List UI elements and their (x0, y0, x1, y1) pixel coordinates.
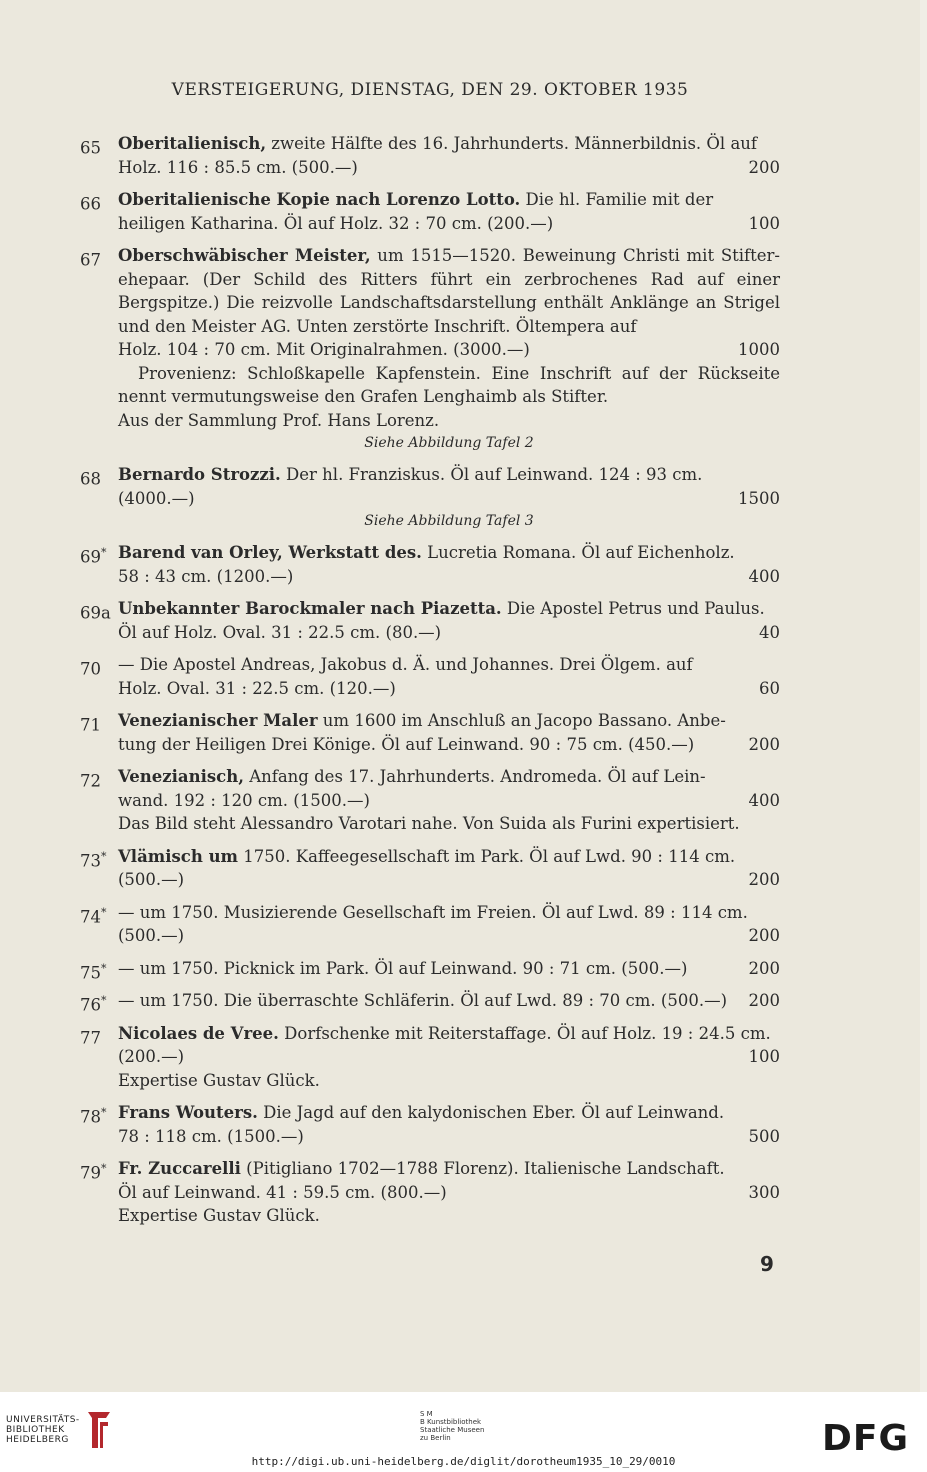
sm-logo-line: S M (420, 1410, 433, 1418)
lot-number (80, 765, 118, 793)
price-line (118, 957, 780, 981)
price: 500 (748, 1126, 780, 1146)
artist-name: Oberitalienisch, (118, 134, 267, 153)
page-number: 9 (760, 1252, 774, 1276)
description-text: um 1600 im Anschluß an Jacopo Bassano. Anbe- (317, 711, 726, 730)
plate-reference: Siehe Abbildung Tafel 2 (364, 435, 534, 451)
lot-number-text: 66 (80, 194, 101, 214)
artist-name: Bernardo Strozzi. (118, 465, 281, 484)
dimensions-estimate: Holz. Oval. 31 : 22.5 cm. (120.—) (118, 678, 396, 698)
artist-name: Nicolaes de Vree. (118, 1023, 279, 1043)
catalog-entry (80, 901, 780, 948)
uni-logo-line: UNIVERSITÄTS- (6, 1415, 80, 1425)
dimensions-estimate: (500.—) (118, 870, 185, 889)
price-line (118, 733, 780, 757)
sm-logo-line: B Kunstbibliothek (420, 1418, 482, 1426)
lot-star-mark: * (101, 1106, 107, 1119)
entry-description (118, 1101, 780, 1125)
lot-star-mark: * (101, 849, 107, 863)
catalog-entry (80, 989, 780, 1013)
lot-number (80, 1157, 118, 1185)
dimensions-estimate: Holz. 104 : 70 cm. Mit Originalrahmen. (3000.—) (118, 340, 530, 359)
dimensions-estimate: (200.—) (118, 1047, 185, 1066)
entry-description (118, 845, 780, 869)
price-line (118, 565, 780, 589)
description-text: Die Apostel Petrus und Paulus. (501, 599, 765, 618)
lot-number-text: 70 (80, 659, 101, 679)
price: 1000 (738, 340, 780, 359)
entry-body (80, 901, 780, 948)
catalog-entry (80, 463, 780, 532)
entry-body (80, 463, 780, 510)
lot-number-text: 79 (80, 1163, 101, 1183)
artist-name: Vlämisch um (118, 846, 239, 866)
dimensions-estimate: — um 1750. Picknick im Park. Öl auf Leinwand. 90 : 71 cm. (500.—) (118, 958, 688, 978)
price: 200 (748, 734, 780, 754)
artist-name: Venezianischer Maler (118, 711, 318, 730)
lot-number (80, 845, 118, 873)
expertise-note: Expertise Gustav Glück. (118, 1206, 320, 1225)
catalog-entry (80, 653, 780, 700)
catalog-entry (80, 957, 780, 981)
entry-description (118, 901, 780, 925)
lot-number-text: 67 (80, 250, 101, 270)
catalog-entry (80, 541, 780, 588)
price: 200 (748, 870, 780, 889)
expertise-note: Das Bild steht Alessandro Varotari nahe. Von Suida als Furini expertisiert. (118, 814, 740, 833)
lot-number (80, 989, 118, 1017)
entry-description (118, 541, 780, 565)
description-text: Lucretia Romana. Öl auf Eichenholz. (421, 543, 735, 562)
entry-body (80, 132, 780, 179)
catalog-entry (80, 709, 780, 756)
catalog-entry (80, 244, 780, 454)
lot-star-mark: * (101, 905, 107, 919)
dimensions-estimate: Holz. 116 : 85.5 cm. (500.—) (118, 157, 358, 177)
description-text: — Die Apostel Andreas, Jakobus d. Ä. und Johannes. Drei Ölgem. auf (118, 655, 693, 674)
entry-body (80, 709, 780, 756)
catalog-entry (80, 1022, 780, 1093)
lot-number-text: 69 (80, 547, 101, 567)
description-text: 1750. Kaffeegesellschaft im Park. Öl auf Lwd. 90 : 114 cm. (238, 846, 736, 866)
description-text: Die Jagd auf den kalydonischen Eber. Öl auf Leinwand. (257, 1103, 725, 1122)
price: 100 (748, 1047, 780, 1066)
catalog-entry (80, 845, 780, 892)
lot-number (80, 132, 118, 160)
price-line (118, 989, 780, 1013)
uni-logo-line: HEIDELBERG (6, 1435, 69, 1445)
catalog-entry (80, 1157, 780, 1228)
description-text: um 1515—1520. Beweinung Christi mit Stifter-ehepaar. (Der Schild des Ritters führt ein zerbrochenes Rad auf einer Bergspitze.) Die reizvolle Landschaftsdarstellung enthält Anklänge an Strigel und den Meister AG. Unten zerstörte Inschrift. Öltempera auf (118, 246, 780, 336)
plate-reference: Siehe Abbildung Tafel 3 (364, 513, 534, 529)
entry-description (118, 653, 780, 677)
artist-name: Oberitalienische Kopie nach Lorenzo Lotto. (118, 190, 521, 209)
catalog-entry (80, 597, 780, 644)
entry-description (118, 597, 780, 621)
price-line (118, 1181, 780, 1205)
dimensions-estimate: — um 1750. Die überraschte Schläferin. Öl auf Lwd. 89 : 70 cm. (500.—) (118, 991, 728, 1010)
catalog-entry (80, 1101, 780, 1148)
price-line (118, 621, 780, 645)
entry-description (118, 1157, 780, 1181)
lot-number-text: 74 (80, 907, 101, 926)
dimensions-estimate: heiligen Katharina. Öl auf Holz. 32 : 70 cm. (200.—) (118, 213, 554, 233)
dimensions-estimate: wand. 192 : 120 cm. (1500.—) (118, 790, 370, 810)
entry-description (118, 709, 780, 733)
uni-logo-line: BIBLIOTHEK (6, 1425, 65, 1435)
catalog-entry (80, 132, 780, 179)
entry-body (80, 989, 780, 1013)
lot-number-text: 68 (80, 469, 101, 489)
lot-number-text: 77 (80, 1028, 101, 1047)
price-line (118, 487, 780, 511)
catalog-entry (80, 188, 780, 235)
entry-description (118, 188, 780, 212)
provenance-note: Provenienz: Schloßkapelle Kapfenstein. Eine Inschrift auf der Rückseite nennt vermutungsweise den Grafen Lenghaimb als Stifter. (118, 363, 780, 406)
entry-description (118, 244, 780, 338)
entry-description (118, 765, 780, 789)
entry-description (118, 463, 780, 487)
lot-number (80, 463, 118, 491)
lot-number (80, 188, 118, 216)
description-text: zweite Hälfte des 16. Jahrhunderts. Männerbildnis. Öl auf (266, 134, 758, 153)
entry-body (80, 765, 780, 812)
lot-number (80, 709, 118, 737)
catalog-entry (80, 765, 780, 836)
sm-logo-line: zu Berlin (420, 1434, 451, 1442)
entry-body (80, 1022, 780, 1069)
lot-star-mark: * (101, 546, 107, 559)
artist-name: Venezianisch, (118, 767, 244, 786)
lot-number-text: 65 (80, 138, 101, 158)
price-line (118, 789, 780, 813)
price: 100 (748, 213, 780, 233)
entry-body (80, 1157, 780, 1204)
artist-name: Fr. Zuccarelli (118, 1159, 241, 1178)
university-emblem-icon (84, 1408, 114, 1452)
expertise-note: Expertise Gustav Glück. (118, 1070, 320, 1090)
lot-number (80, 653, 118, 681)
price: 200 (748, 991, 780, 1010)
price-line (118, 868, 780, 892)
lot-number (80, 901, 118, 929)
price-line (118, 1125, 780, 1149)
entry-body (80, 597, 780, 644)
price-line (118, 924, 780, 948)
lot-number-text: 73 (80, 851, 101, 870)
price-line (118, 1045, 780, 1069)
artist-name: Barend van Orley, Werkstatt des. (118, 543, 422, 562)
entry-body (80, 653, 780, 700)
lot-number (80, 541, 118, 569)
price: 300 (748, 1182, 780, 1202)
source-url-link[interactable]: http://digi.ub.uni-heidelberg.de/diglit/dorotheum1935_10_29/0010 (251, 1455, 676, 1468)
lot-number (80, 1101, 118, 1129)
price: 200 (748, 157, 780, 177)
artist-name: Frans Wouters. (118, 1103, 258, 1122)
dimensions-estimate: Öl auf Leinwand. 41 : 59.5 cm. (800.—) (118, 1182, 447, 1202)
entry-description (118, 1022, 780, 1046)
price: 400 (748, 566, 780, 586)
price: 400 (748, 790, 780, 810)
entry-body (80, 188, 780, 235)
lot-number-text: 76 (80, 995, 101, 1015)
entry-body (80, 541, 780, 588)
description-text: (Pitigliano 1702—1788 Florenz). Italienische Landschaft. (240, 1159, 725, 1178)
dimensions-estimate: 78 : 118 cm. (1500.—) (118, 1126, 304, 1146)
lot-star-mark: * (101, 1162, 107, 1175)
description-text: — um 1750. Musizierende Gesellschaft im Freien. Öl auf Lwd. 89 : 114 cm. (118, 902, 748, 922)
lot-number (80, 597, 118, 625)
university-library-logo[interactable] (6, 1415, 80, 1445)
price: 1500 (738, 488, 780, 508)
lot-star-mark: * (101, 961, 107, 975)
price-line (118, 156, 780, 180)
price-line (118, 677, 780, 701)
price: 200 (748, 926, 780, 945)
dimensions-estimate: tung der Heiligen Drei Könige. Öl auf Leinwand. 90 : 75 cm. (450.—) (118, 734, 695, 754)
dimensions-estimate: 58 : 43 cm. (1200.—) (118, 566, 294, 586)
entry-body (80, 845, 780, 892)
running-head: VERSTEIGERUNG, DIENSTAG, DEN 29. OKTOBER 1935 (171, 80, 689, 100)
price-line (118, 212, 780, 236)
price: 200 (748, 958, 780, 978)
price: 60 (759, 678, 780, 698)
lot-number (80, 1022, 118, 1050)
lot-number-text: 78 (80, 1107, 101, 1127)
staatliche-museen-logo[interactable] (420, 1410, 520, 1442)
description-text: Anfang des 17. Jahrhunderts. Andromeda. Öl auf Lein- (243, 767, 706, 786)
entry-body (80, 244, 780, 362)
expertise-note: Aus der Sammlung Prof. Hans Lorenz. (118, 410, 440, 430)
dfg-logo[interactable]: DFG (822, 1418, 910, 1459)
dimensions-estimate: Öl auf Holz. Oval. 31 : 22.5 cm. (80.—) (118, 622, 442, 642)
price: 40 (759, 622, 780, 642)
lot-number-text: 71 (80, 715, 101, 735)
dimensions-estimate: (500.—) (118, 926, 185, 945)
sm-logo-line: Staatliche Museen (420, 1426, 485, 1434)
entry-description (118, 132, 780, 156)
description-text: Dorfschenke mit Reiterstaffage. Öl auf Holz. 19 : 24.5 cm. (278, 1023, 771, 1043)
dimensions-estimate: (4000.—) (118, 488, 195, 508)
description-text: Die hl. Familie mit der (520, 190, 714, 209)
lot-number-text: 75 (80, 963, 101, 982)
lot-number-text: 69a (80, 603, 111, 623)
entry-list (80, 132, 780, 1237)
artist-name: Unbekannter Barockmaler nach Piazetta. (118, 599, 502, 618)
lot-number (80, 244, 118, 272)
lot-number-text: 72 (80, 771, 101, 791)
entry-body (80, 1101, 780, 1148)
lot-number (80, 957, 118, 985)
lot-star-mark: * (101, 994, 107, 1007)
price-line (118, 338, 780, 362)
artist-name: Oberschwäbischer Meister, (118, 246, 371, 265)
entry-body (80, 957, 780, 981)
description-text: Der hl. Franziskus. Öl auf Leinwand. 124 : 93 cm. (280, 465, 703, 484)
